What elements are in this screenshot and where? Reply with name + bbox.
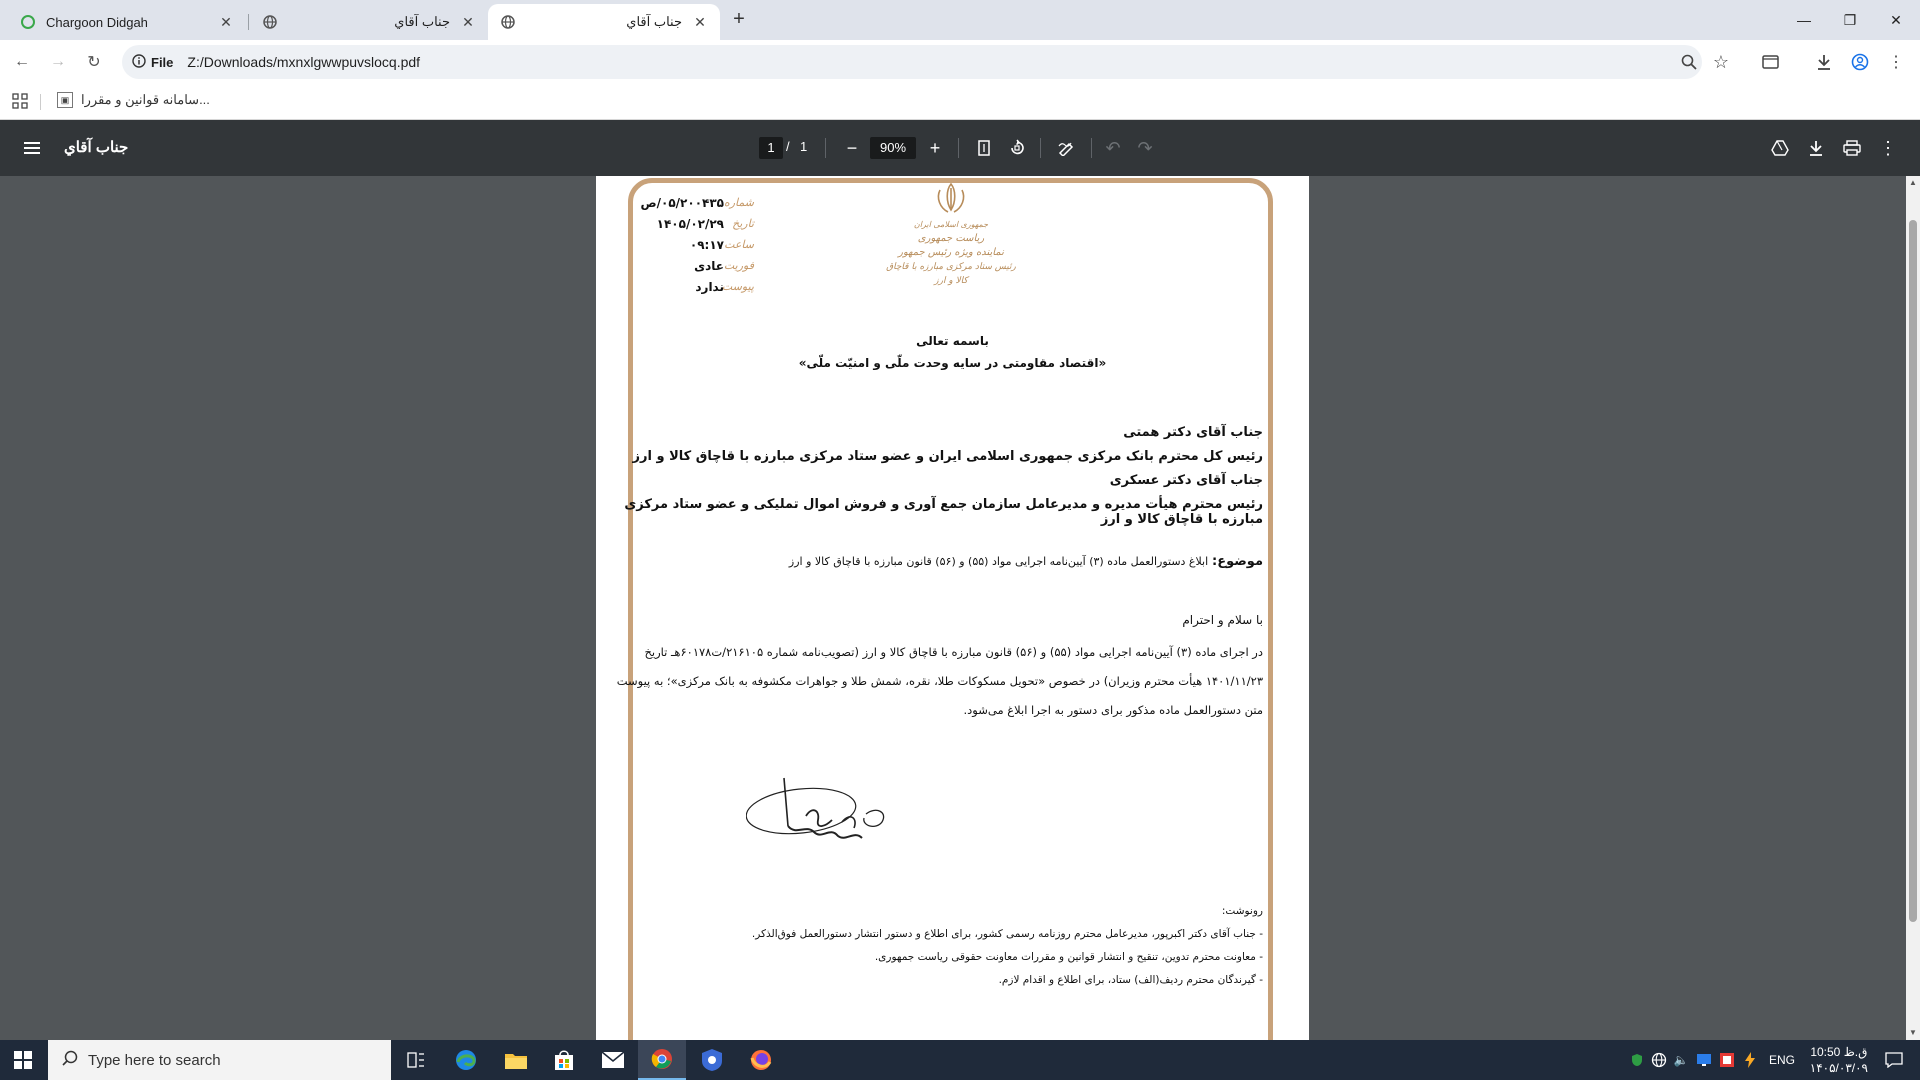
- close-tab-icon[interactable]: ✕: [694, 14, 706, 30]
- windows-taskbar: [0, 1040, 1920, 1080]
- browser-menu-icon[interactable]: ⋮: [1888, 54, 1904, 71]
- basmala-heading: باسمه تعالی: [916, 334, 989, 348]
- meta-value: ۰۵/۲۰۰۴۳۵/ص: [640, 195, 724, 210]
- clock-time: 10:50 ق.ظ: [1810, 1045, 1868, 1059]
- tab-title: جناب آقاي: [626, 14, 682, 29]
- emblem-line: ریاست جمهوری: [917, 233, 985, 244]
- tab-title: Chargoon Didgah: [46, 14, 148, 30]
- site-info-chip[interactable]: [132, 54, 183, 71]
- downloads-icon[interactable]: [1814, 52, 1834, 72]
- bookmark-label: سامانه قوانین و مقررا...: [81, 92, 210, 107]
- emblem-line: نماینده ویژه رئیس جمهور: [898, 247, 1004, 258]
- meta-priority-row: [634, 255, 754, 276]
- profile-icon[interactable]: [1850, 52, 1870, 72]
- minimize-button[interactable]: —: [1797, 12, 1811, 28]
- addressee-line: رئیس محترم هیأت مدیره و مدیرعامل سازمان جمع آوری و فروش اموال تملیکی و عضو ستاد مرکزی مبارزه با قاچاق کالا و ارز: [624, 497, 1263, 527]
- close-tab-icon[interactable]: ✕: [462, 14, 474, 30]
- body-line: در اجرای ماده (۳) آیین‌نامه اجرایی مواد (۵۵) و (۵۶) قانون مبارزه با قاچاق کالا و ارز (تصویب‌نامه شماره ۲۱۶۱۰۵/ت۶۰۱۷۸هـ تاریخ: [644, 645, 1263, 659]
- cc-line: - جناب آقای دکتر اکبرپور، مدیرعامل محترم روزنامه رسمی کشور، برای اطلاع و دستور انتشار دستورالعمل فوق‌الذکر.: [751, 928, 1263, 940]
- pdf-title: جناب آقاي: [64, 139, 129, 156]
- zoom-in-icon[interactable]: +: [929, 137, 941, 158]
- clock-date: ۱۴۰۵/۰۳/۰۹: [1809, 1061, 1868, 1075]
- undo-icon[interactable]: ↶: [1105, 137, 1121, 158]
- tab-document-2[interactable]: [488, 4, 720, 40]
- page-border-frame: [628, 178, 1273, 1040]
- meta-value: ۱۴۰۵/۰۲/۲۹: [656, 216, 724, 231]
- bookmark-star-icon[interactable]: ☆: [1712, 51, 1730, 72]
- scroll-thumb[interactable]: [1909, 220, 1917, 922]
- tab-search-icon[interactable]: [1761, 52, 1781, 72]
- cc-line: - گیرندگان محترم ردیف(الف) ستاد، برای اطلاع و اقدام لازم.: [998, 974, 1263, 986]
- addressee-line: رئیس کل محترم بانک مرکزی جمهوری اسلامی ایران و عضو ستاد مرکزی مبارزه با قاچاق کالا و ارز: [632, 449, 1263, 464]
- toolbar-divider: [958, 138, 959, 158]
- cc-line: - معاونت محترم تدوین، تنقیح و انتشار قوانین و مقررات معاونت حقوقی ریاست جمهوری.: [874, 951, 1263, 963]
- meta-date-row: [634, 213, 754, 234]
- bookmarks-bar: [0, 84, 1920, 120]
- close-tab-icon[interactable]: ✕: [220, 14, 232, 30]
- iran-emblem-icon: [886, 182, 1016, 218]
- display-tray-icon[interactable]: [1693, 1040, 1715, 1080]
- bookmark-laws-portal[interactable]: [57, 92, 210, 108]
- meta-label: تاریخ: [732, 217, 754, 230]
- meta-value: ندارد: [695, 279, 724, 294]
- browser-toolbar: [0, 40, 1920, 84]
- addressee-line: جناب آقای دکتر همتی: [1123, 425, 1263, 440]
- scroll-down-arrow-icon[interactable]: ▼: [1909, 1028, 1917, 1037]
- windows-start-icon[interactable]: [0, 1040, 46, 1080]
- more-options-icon[interactable]: ⋮: [1879, 137, 1897, 158]
- pdf-viewer-area: [0, 176, 1920, 1040]
- restore-button[interactable]: ❐: [1843, 11, 1857, 28]
- toolbar-divider: [1091, 138, 1092, 158]
- rotate-icon[interactable]: [1005, 136, 1029, 160]
- letter-meta-block: [634, 192, 754, 297]
- scheme-label: File: [151, 54, 174, 70]
- toolbar-divider: [1040, 138, 1041, 158]
- tab-document-1[interactable]: [250, 4, 488, 40]
- body-line: متن دستورالعمل ماده مذکور برای دستور به اجرا ابلاغ می‌شود.: [963, 703, 1263, 717]
- fit-page-icon[interactable]: [972, 136, 996, 160]
- meta-label: ساعت: [724, 238, 754, 251]
- file-explorer-icon[interactable]: [492, 1040, 540, 1080]
- body-line: ۱۴۰۱/۱۱/۲۳ هیأت محترم وزیران) در خصوص «تحویل مسکوکات طلا، نقره، شمش طلا و جواهرات مکشوفه به بانک مرکزی»؛ به پیوست: [616, 674, 1263, 688]
- emblem-line: جمهوری اسلامی ایران: [913, 220, 989, 229]
- language-indicator[interactable]: ENG: [1768, 1053, 1795, 1067]
- scroll-up-arrow-icon[interactable]: ▲: [1909, 178, 1917, 187]
- meta-label: پیوست: [721, 280, 754, 293]
- vertical-scrollbar[interactable]: [1906, 176, 1920, 1040]
- year-slogan: «اقتصاد مقاومتی در سایه وحدت ملّی و امنیّت ملّی»: [798, 356, 1107, 370]
- toolbar-divider: [825, 138, 826, 158]
- app-tray-icon[interactable]: [1716, 1040, 1738, 1080]
- volume-icon[interactable]: 🔈: [1673, 1053, 1689, 1067]
- reload-button[interactable]: ↻: [87, 54, 101, 71]
- bookmarks-divider: [40, 94, 41, 110]
- globe-icon: [500, 14, 516, 30]
- chrome-icon[interactable]: [638, 1040, 686, 1080]
- print-icon[interactable]: [1840, 136, 1864, 160]
- meta-label: شماره: [723, 196, 754, 209]
- chargoon-favicon-icon: [20, 14, 36, 30]
- download-icon[interactable]: [1804, 136, 1828, 160]
- task-view-icon[interactable]: [392, 1040, 440, 1080]
- new-tab-button[interactable]: +: [733, 8, 745, 30]
- network-globe-icon[interactable]: [1648, 1040, 1670, 1080]
- bookmark-favicon-icon: ▣: [57, 92, 73, 108]
- iran-emblem-header: [886, 182, 1016, 292]
- store-icon[interactable]: [540, 1040, 588, 1080]
- redo-icon[interactable]: ↷: [1137, 137, 1153, 158]
- pdf-page: [596, 176, 1309, 1040]
- hamburger-menu-icon[interactable]: [20, 136, 44, 160]
- emblem-line: رئیس ستاد مرکزی مبارزه با قاچاق کالا و ارز: [886, 262, 1016, 286]
- search-icon: [62, 1050, 78, 1070]
- meta-label: فوریت: [723, 259, 754, 272]
- url-text[interactable]: Z:/Downloads/mxnxlgwwpuvslocq.pdf: [187, 54, 421, 70]
- info-icon: [132, 54, 146, 71]
- annotate-pen-icon[interactable]: [1055, 136, 1079, 160]
- meta-value: عادی: [694, 258, 724, 273]
- zoom-level-input[interactable]: 90%: [870, 137, 916, 159]
- handwritten-signature: [746, 766, 896, 866]
- tab-divider: [248, 14, 249, 30]
- greeting: با سلام و احترام: [1182, 613, 1263, 627]
- page-separator: /: [786, 139, 790, 154]
- edge-browser-icon[interactable]: [442, 1040, 490, 1080]
- notifications-icon[interactable]: [1874, 1040, 1914, 1080]
- subject-label: موضوع:: [1212, 554, 1263, 569]
- page-total: 1: [800, 139, 808, 154]
- cc-label: رونوشت:: [1221, 905, 1263, 917]
- drive-save-icon[interactable]: [1768, 136, 1792, 160]
- security-app-icon[interactable]: [688, 1040, 736, 1080]
- subject-line: [789, 554, 1263, 569]
- pdf-toolbar: [0, 120, 1920, 176]
- forward-button[interactable]: →: [50, 53, 66, 70]
- page-number-input[interactable]: 1: [759, 137, 783, 159]
- apps-grid-icon[interactable]: [12, 93, 28, 109]
- tab-title: جناب آقاي: [394, 14, 450, 29]
- meta-value: ۰۹:۱۷: [689, 237, 724, 252]
- tab-chargoon[interactable]: [8, 4, 246, 40]
- meta-attachment-row: [634, 276, 754, 297]
- defender-tray-icon[interactable]: [1626, 1040, 1648, 1080]
- subject-text: ابلاغ دستورالعمل ماده (۳) آیین‌نامه اجرایی مواد (۵۵) و (۵۶) قانون مبارزه با قاچاق کالا و ارز: [788, 555, 1209, 568]
- globe-icon: [262, 14, 278, 30]
- mail-icon[interactable]: [589, 1040, 637, 1080]
- bolt-tray-icon[interactable]: [1739, 1040, 1761, 1080]
- close-window-button[interactable]: ✕: [1890, 11, 1902, 28]
- meta-number-row: [634, 192, 754, 213]
- tab-strip: [0, 0, 1920, 40]
- meta-time-row: [634, 234, 754, 255]
- search-placeholder: Type here to search: [88, 1051, 221, 1069]
- taskbar-clock[interactable]: [1810, 1044, 1868, 1076]
- taskbar-search-box[interactable]: [48, 1040, 391, 1080]
- back-button[interactable]: ←: [14, 53, 30, 70]
- zoom-out-icon[interactable]: −: [846, 137, 858, 158]
- firefox-icon[interactable]: [737, 1040, 785, 1080]
- address-bar[interactable]: [122, 45, 1702, 79]
- addressee-line: جناب آقای دکتر عسکری: [1109, 473, 1263, 488]
- zoom-icon[interactable]: [1679, 52, 1699, 72]
